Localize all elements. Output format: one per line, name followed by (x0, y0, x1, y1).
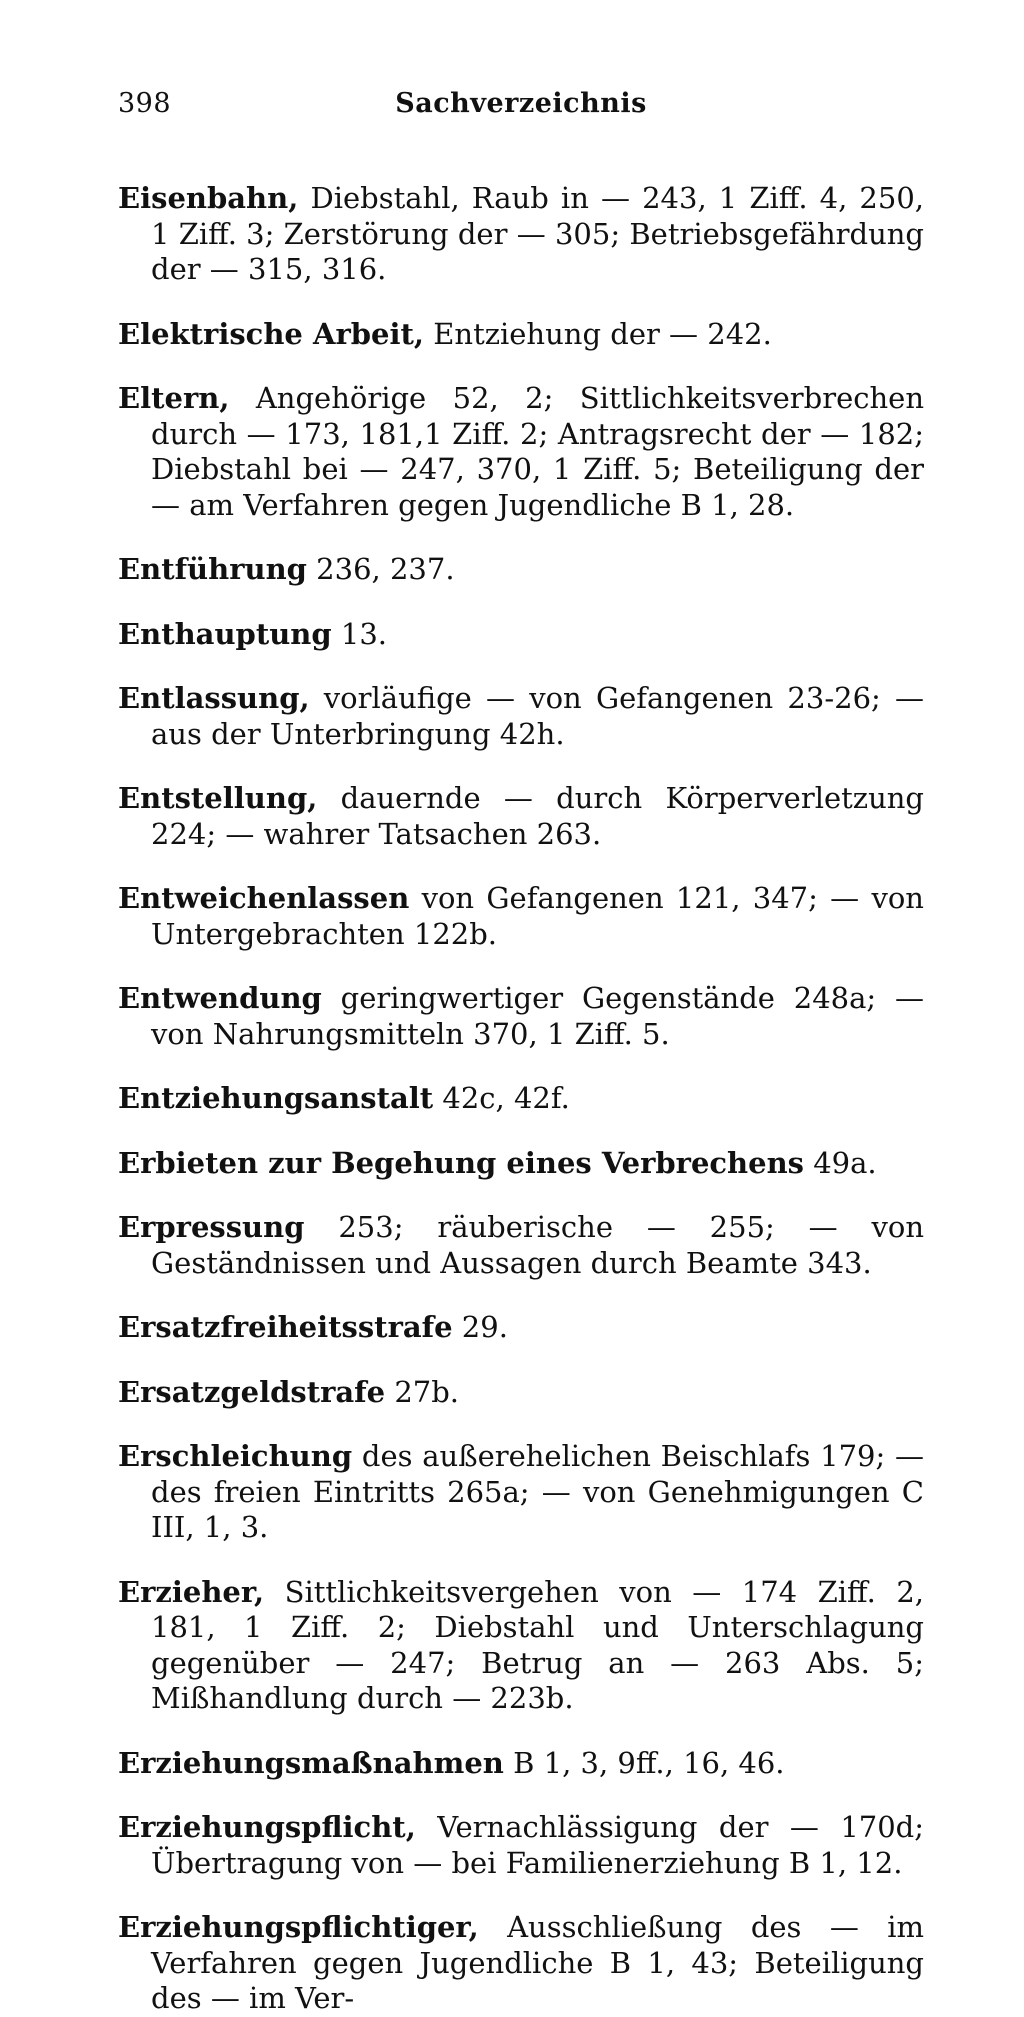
index-term: Entziehungsanstalt (118, 1081, 434, 1115)
index-references: Entziehung der — 242. (433, 316, 772, 351)
index-entry (118, 181, 924, 288)
index-entry (118, 1146, 924, 1182)
index-entry (118, 881, 924, 952)
index-entry (118, 1439, 924, 1546)
index-term: Ersatzfreiheitsstrafe (118, 1310, 453, 1344)
index-entry (118, 1810, 924, 1881)
page-number: 398 (118, 88, 172, 119)
index-references: Ausschließung des — im Verfahren gegen Jugendliche B 1, 43; Beteiligung des — im Ver- (151, 1910, 925, 2015)
index-references: Angehörige 52, 2; Sittlichkeitsverbrechen durch — 173, 181,1 Ziff. 2; Antragsrecht der — 182; Diebstahl bei — 247, 370, 1 Ziff. 5; Beteiligung der — am Verfahren gegen Jugendliche B 1, 28. (151, 381, 925, 522)
index-references: 49a. (813, 1145, 877, 1180)
index-term: Erzieher, (118, 1574, 265, 1609)
index-entry (118, 1310, 924, 1346)
index-term: Erziehungsmaßnahmen (118, 1745, 504, 1780)
index-term: Entstellung, (118, 781, 318, 815)
index-references: Vernachlässigung der — 170d; Übertragung von — bei Familienerziehung B 1, 12. (151, 1810, 925, 1880)
index-entry (118, 552, 924, 588)
page-header (118, 88, 924, 128)
index-term: Erziehungspflichtiger, (118, 1910, 479, 1944)
index-entry (118, 1746, 924, 1782)
index-references: 253; räuberische — 255; — von Geständnissen und Aussagen durch Beamte 343. (151, 1210, 925, 1280)
running-title: Sachverzeichnis (395, 88, 647, 119)
index-term: Erziehungspflicht, (118, 1810, 416, 1844)
index-term: Elektrische Arbeit, (118, 316, 424, 351)
index-references: Sittlichkeitsvergehen von — 174 Ziff. 2, 181, 1 Ziff. 2; Diebstahl und Unterschlagung gegenüber — 247; Betrug an — 263 Abs. 5; Mißhandlung durch — 223b. (151, 1574, 924, 1715)
index-references: vorläufige — von Gefangenen 23-26; — aus der Unterbringung 42h. (151, 681, 924, 751)
index-entry (118, 1910, 924, 2017)
index-references: Diebstahl, Raub in — 243, 1 Ziff. 4, 250, 1 Ziff. 3; Zerstörung der — 305; Betriebsgefährdung der — 315, 316. (151, 181, 924, 286)
index-entry (118, 381, 924, 523)
index-references: 27b. (394, 1374, 460, 1409)
index-entry (118, 781, 924, 852)
index-entry (118, 1081, 924, 1117)
index-entry (118, 681, 924, 752)
index-references: 236, 237. (316, 552, 455, 586)
index-references: 42c, 42f. (442, 1081, 570, 1115)
index-references: des außerehelichen Beischlafs 179; — des freien Eintritts 265a; — von Genehmigungen C III, 1, 3. (151, 1439, 924, 1544)
index-entry (118, 317, 924, 353)
index-term: Erbieten zur Begehung eines Verbrechens (118, 1145, 805, 1180)
index-term: Entlassung, (118, 681, 310, 715)
index-references: von Gefangenen 121, 347; — von Untergebrachten 122b. (151, 881, 924, 951)
index-term: Enthauptung (118, 616, 332, 651)
index-term: Entführung (118, 552, 307, 586)
index-entry (118, 1575, 924, 1717)
index-term: Ersatzgeldstrafe (118, 1374, 386, 1409)
index-term: Entweichenlassen (118, 881, 410, 915)
subject-index (118, 152, 924, 2017)
index-references: B 1, 3, 9ff., 16, 46. (513, 1745, 785, 1780)
index-references: dauernde — durch Körperverletzung 224; — wahrer Tatsachen 263. (151, 781, 924, 851)
index-entry (118, 1375, 924, 1411)
index-entry (118, 1210, 924, 1281)
index-entry (118, 981, 924, 1052)
index-term: Eltern, (118, 381, 230, 415)
index-references: geringwertiger Gegenstände 248a; — von Nahrungsmitteln 370, 1 Ziff. 5. (151, 981, 925, 1051)
index-term: Entwendung (118, 981, 322, 1015)
index-references: 13. (340, 616, 388, 651)
index-entry (118, 617, 924, 653)
index-references: 29. (461, 1310, 508, 1344)
index-term: Erpressung (118, 1210, 305, 1244)
index-term: Erschleichung (118, 1439, 353, 1473)
index-term: Eisenbahn, (118, 181, 299, 215)
